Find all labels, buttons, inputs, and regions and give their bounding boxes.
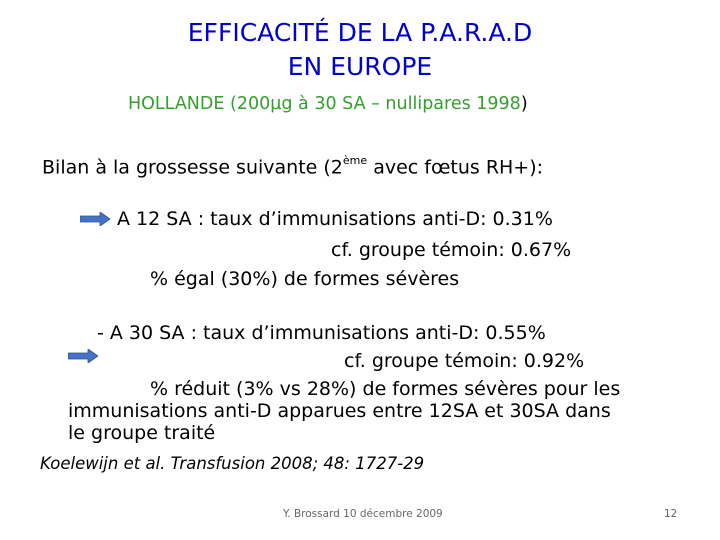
intro-superscript: ème	[342, 154, 368, 167]
title-line-1: EFFICACITÉ DE LA P.A.R.A.D	[187, 18, 533, 47]
section-30-line-2: cf. groupe témoin: 0.92%	[344, 350, 585, 372]
title-line-2: EN EUROPE	[287, 52, 433, 81]
section-12-line-2: cf. groupe témoin: 0.67%	[331, 239, 572, 261]
footer-text: Y. Brossard 10 décembre 2009	[283, 508, 443, 520]
right-arrow-icon	[80, 212, 110, 226]
subtitle	[128, 94, 528, 114]
section-30-line-1: - A 30 SA : taux d’immunisations anti-D: 0.55%	[97, 322, 546, 344]
subtitle-text: HOLLANDE (200µg à 30 SA – nullipares 1998	[128, 94, 521, 114]
subtitle-paren: )	[520, 94, 528, 114]
intro-text	[42, 156, 543, 178]
intro-before: Bilan à la grossesse suivante (2	[42, 156, 343, 179]
slide-title	[0, 16, 720, 84]
section-12-line-3: % égal (30%) de formes sévères	[150, 268, 460, 290]
section-30-line-3: % réduit (3% vs 28%) de formes sévères pour les	[150, 378, 621, 400]
page-number: 12	[664, 508, 678, 520]
intro-after: avec fœtus RH+):	[367, 156, 544, 179]
section-12-line-1: A 12 SA : taux d’immunisations anti-D: 0.31%	[117, 208, 553, 230]
section-30-line-4: immunisations anti-D apparues entre 12SA et 30SA dans	[68, 400, 611, 422]
citation: Koelewijn et al. Transfusion 2008; 48: 1727-29	[40, 454, 425, 473]
right-arrow-icon	[68, 349, 98, 363]
section-30-line-5: le groupe traité	[68, 422, 216, 444]
